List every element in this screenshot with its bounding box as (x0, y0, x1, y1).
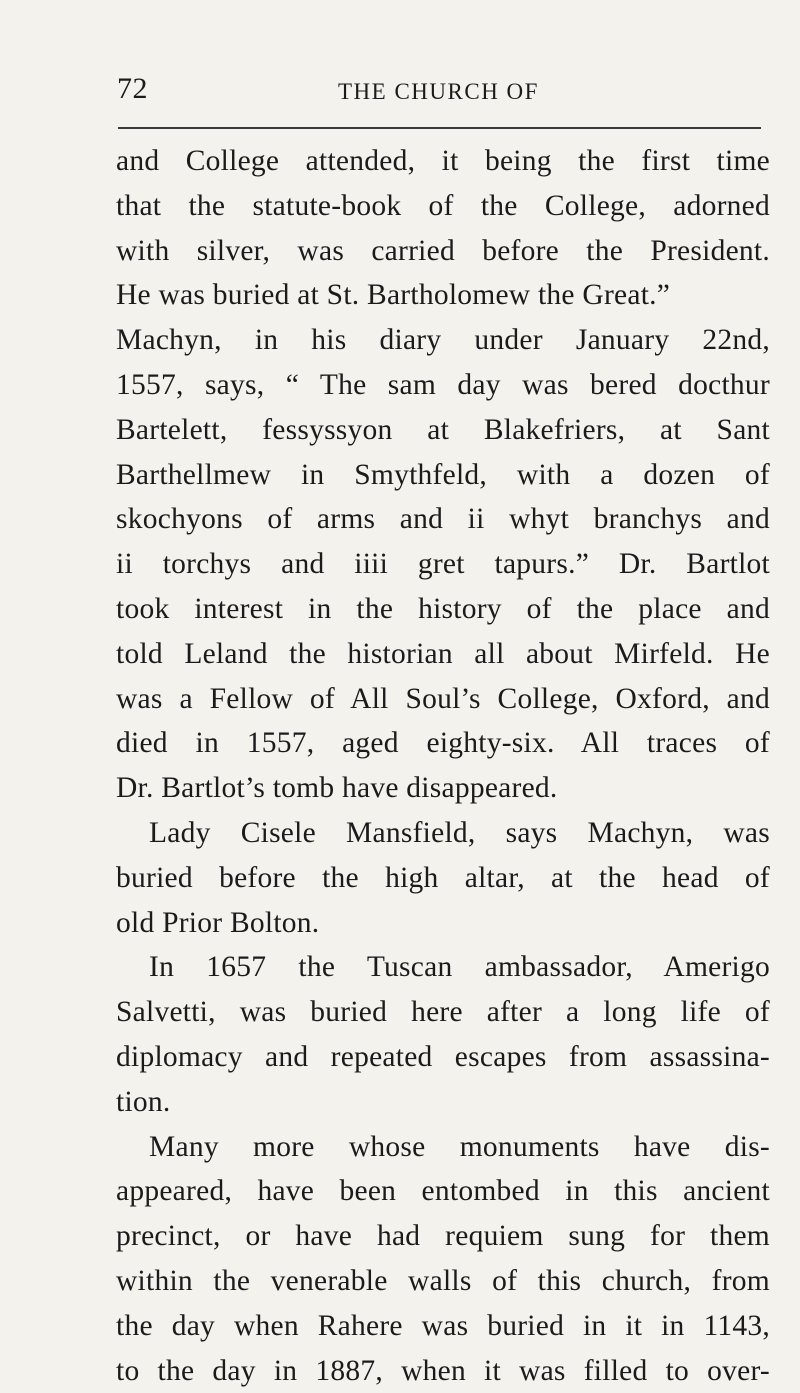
text-line: diplomacy and repeated escapes from assassina- (116, 1040, 770, 1073)
text-line: that the statute-book of the College, adorned (116, 189, 770, 222)
text-line: 1557, says, “ The sam day was bered docthur (116, 368, 770, 401)
text-line: old Prior Bolton. (116, 906, 320, 939)
running-head: THE CHURCH OF (338, 79, 539, 104)
text-line: Lady Cisele Mansfield, says Machyn, was (149, 816, 770, 849)
text-line: told Leland the historian all about Mirfeld. He (116, 637, 770, 670)
text-line: ii torchys and iiii gret tapurs.” Dr. Bartlot (116, 548, 770, 581)
text-line: Bartelett, fessyssyon at Blakefriers, at Sant (116, 413, 770, 446)
text-line: skochyons of arms and ii whyt branchys and (116, 503, 770, 536)
text-line: and College attended, it being the first time (116, 145, 770, 177)
text-line: took interest in the history of the place and (116, 592, 770, 625)
text-line: tion. (116, 1085, 171, 1118)
text-line: Many more whose monuments have dis- (149, 1130, 770, 1163)
text-line: with silver, was carried before the President. (116, 234, 770, 267)
text-line: Machyn, in his diary under January 22nd, (116, 324, 770, 357)
text-line: was a Fellow of All Soul’s College, Oxford, and (116, 682, 770, 715)
header-rule (118, 127, 761, 129)
text-line: to the day in 1887, when it was filled to over- (116, 1354, 770, 1387)
text-line: the day when Rahere was buried in it in 1143, (116, 1309, 770, 1342)
text-line: died in 1557, aged eighty-six. All traces of (116, 727, 770, 760)
text-line: Barthellmew in Smythfeld, with a dozen of (116, 458, 770, 491)
body-text (116, 139, 770, 1393)
text-line: Dr. Bartlot’s tomb have disappeared. (116, 772, 558, 805)
text-line: In 1657 the Tuscan ambassador, Amerigo (149, 951, 770, 984)
text-line: appeared, have been entombed in this ancient (116, 1175, 770, 1208)
text-line: within the venerable walls of this church, from (116, 1264, 770, 1297)
text-line: buried before the high altar, at the head of (116, 861, 770, 894)
text-line: He was buried at St. Bartholomew the Great.” (116, 279, 671, 312)
text-line: precinct, or have had requiem sung for them (116, 1220, 770, 1253)
page-number: 72 (117, 72, 148, 105)
text-line: Salvetti, was buried here after a long life of (116, 996, 770, 1029)
